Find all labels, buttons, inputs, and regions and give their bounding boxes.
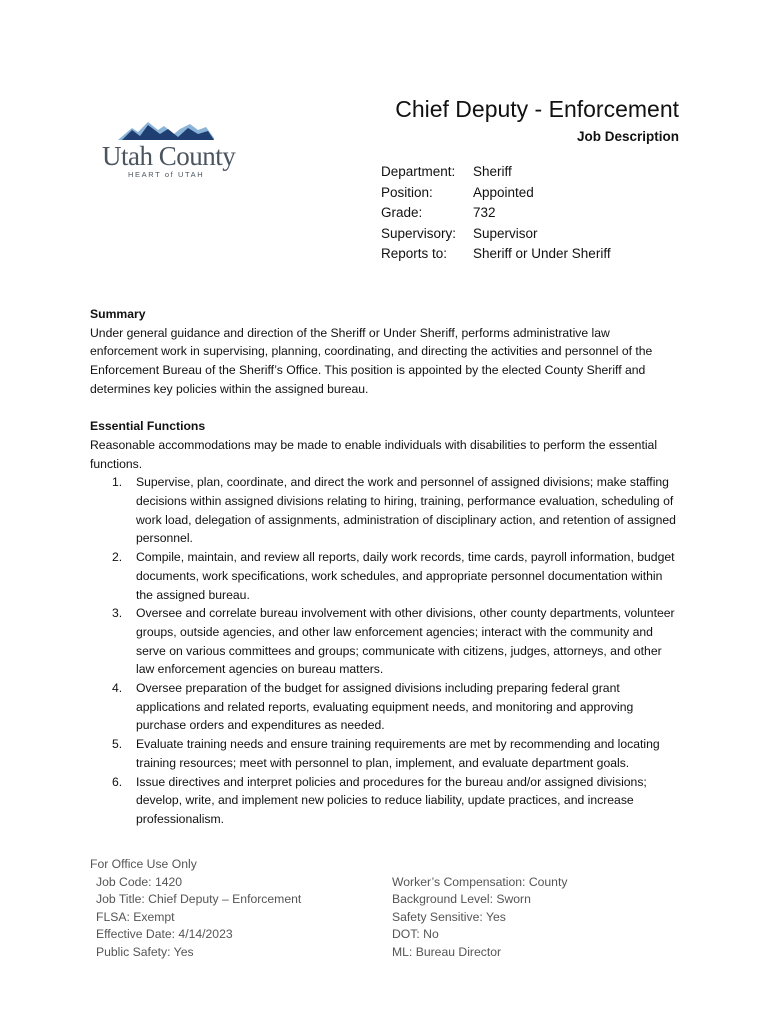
list-item-text: Oversee preparation of the budget for assigned divisions including preparing federal grant applications and related reports, evaluating equipment needs, and monitoring and approving purchase orders and expenditures as needed. [136, 681, 634, 733]
footer-background-level: Background Level: Sworn [392, 892, 531, 907]
document-body [90, 305, 680, 829]
footer-flsa: FLSA: Exempt [96, 909, 175, 924]
footer-dot: DOT: No [392, 927, 439, 942]
list-item-text: Compile, maintain, and review all reports, daily work records, time cards, payroll information, budget documents, work specifications, work schedules, and appropriate personnel documentation within the assigned bureau. [136, 550, 675, 602]
footer-heading: For Office Use Only [90, 857, 197, 871]
info-row-reports-to [381, 244, 611, 265]
list-item [90, 548, 680, 604]
list-item [90, 773, 680, 829]
list-item-text: Oversee and correlate bureau involvement with other divisions, other county departments, volunteer groups, outside agencies, and other law enforcement agencies; interact with the community and serve on various committees and groups; communicate with citizens, judges, attorneys, and other law enforcement agencies on bureau matters. [136, 606, 675, 677]
info-value: 732 [473, 205, 496, 220]
job-info-table [381, 162, 611, 265]
footer-workers-comp: Worker’s Compensation: County [392, 874, 568, 889]
info-label: Reports to: [381, 246, 448, 261]
list-item-number: 3. [112, 606, 123, 621]
list-item [90, 604, 680, 679]
logo-name: Utah County [102, 141, 236, 171]
info-label: Supervisory: [381, 225, 457, 241]
footer-ml: ML: Bureau Director [392, 944, 502, 959]
utah-county-logo [100, 120, 235, 182]
list-item [90, 473, 680, 548]
essential-functions-list [90, 473, 680, 828]
list-item-text: Evaluate training needs and ensure training requirements are met by recommending and locating training resources; meet with personnel to plan, implement, and evaluate department goals. [136, 737, 660, 770]
list-item [90, 735, 680, 772]
info-row-grade [381, 203, 611, 224]
info-row-department [381, 162, 611, 183]
footer-right-column [392, 874, 567, 962]
list-item-text: Supervise, plan, coordinate, and direct the work and personnel of assigned divisions; make staffing decisions within assigned divisions relating to hiring, training, performance evaluation, scheduling of work load, delegation of assignments, administration of disciplinary action, and retention of assigned personnel. [136, 475, 676, 546]
list-item-number: 6. [112, 774, 123, 789]
info-row-position [381, 183, 611, 204]
office-use-footer [90, 856, 690, 959]
footer-job-code: Job Code: 1420 [96, 874, 183, 889]
summary-text: Under general guidance and direction of the Sheriff or Under Sheriff, performs administrative law enforcement work in supervising, planning, coordinating, and directing the activities and personnel of the Enforcement Bureau of the Sheriff’s Office. This position is appointed by the elected County Sheriff and determines key policies within the assigned bureau. [90, 325, 653, 396]
document-title: Chief Deputy - Enforcement [395, 96, 679, 122]
info-label: Grade: [381, 205, 423, 220]
list-item-number: 5. [112, 737, 123, 752]
summary-heading: Summary [90, 307, 146, 321]
list-item-number: 2. [112, 550, 123, 565]
list-item [90, 679, 680, 735]
document-subtitle: Job Description [576, 129, 679, 144]
info-label: Position: [381, 184, 433, 200]
essential-functions-heading: Essential Functions [90, 419, 206, 434]
list-item-number: 1. [112, 475, 123, 490]
info-value: Sheriff [473, 164, 512, 179]
info-value: Sheriff or Under Sheriff [473, 246, 611, 261]
logo-tagline: HEART of UTAH [128, 170, 205, 179]
info-label: Department: [381, 164, 456, 179]
list-item-number: 4. [112, 681, 123, 696]
info-value: Supervisor [473, 225, 538, 241]
info-value: Appointed [473, 184, 534, 200]
footer-safety-sensitive: Safety Sensitive: Yes [392, 909, 506, 924]
essential-functions-intro: Reasonable accommodations may be made to enable individuals with disabilities to perform the essential functions. [90, 437, 658, 471]
info-row-supervisory [381, 224, 611, 245]
mountains-icon [118, 120, 214, 142]
footer-public-safety: Public Safety: Yes [96, 944, 194, 959]
footer-job-title: Job Title: Chief Deputy – Enforcement [96, 892, 302, 907]
footer-effective-date: Effective Date: 4/14/2023 [96, 927, 233, 942]
list-item-text: Issue directives and interpret policies and procedures for the bureau and/or assigned divisions; develop, write, and implement new policies to reduce liability, update practices, and increase professionalism. [136, 774, 647, 826]
footer-left-column [96, 874, 301, 962]
